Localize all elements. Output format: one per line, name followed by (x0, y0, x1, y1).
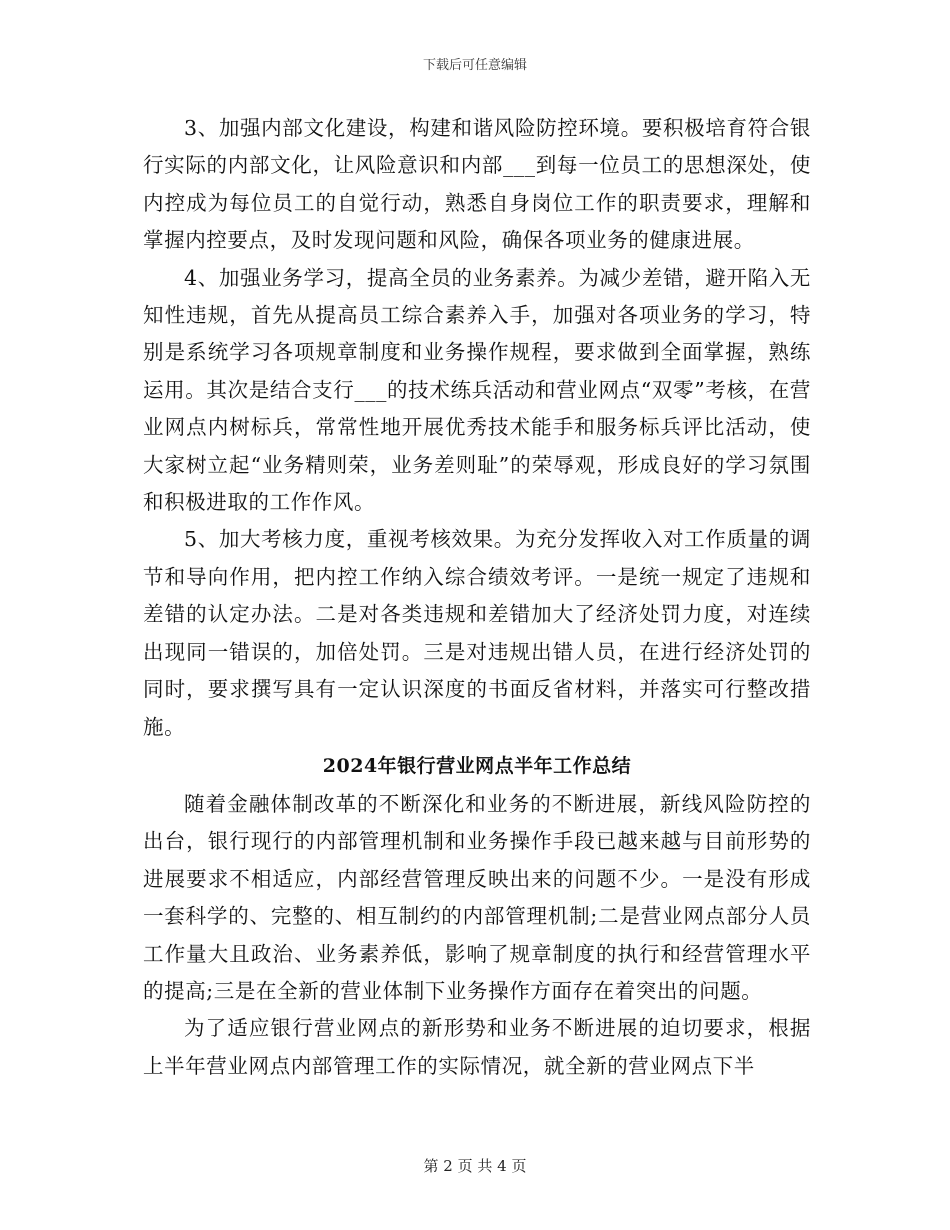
paragraph-item-4: 4、加强业务学习，提高全员的业务素养。为减少差错，避开陷入无知性违规，首先从提高员工综合素养入手，加强对各项业务的学习，特别是系统学习各项规章制度和业务操作规程，要求做到全面掌握，熟练运用。其次是结合支行___的技术练兵活动和营业网点“双零”考核，在营业网点内树标兵，常常性地开展优秀技术能手和服务标兵评比活动，使大家树立起“业务精则荣，业务差则耻”的荣辱观，形成良好的学习氛围和积极进取的工作作风。 (143, 265, 811, 515)
section-title: 2024年银行营业网点半年工作总结 (322, 754, 632, 777)
paragraph-intro: 随着金融体制改革的不断深化和业务的不断进展，新线风险防控的出台，银行现行的内部管理机制和业务操作手段已越来越与目前形势的进展要求不相适应，内部经营管理反映出来的问题不少。一是没有形成一套科学的、完整的、相互制约的内部管理机制;二是营业网点部分人员工作量大且政治、业务素养低，影响了规章制度的执行和经营管理水平的提高;三是在全新的营业体制下业务操作方面存在着突出的问题。 (143, 791, 811, 1003)
page-number: 第 2 页 共 4 页 (423, 1157, 527, 1175)
page-header-note: 下载后可任意编辑 (422, 58, 527, 73)
paragraph-item-3: 3、加强内部文化建设，构建和谐风险防控环境。要积极培育符合银行实际的内部文化，让风险意识和内部___到每一位员工的思想深处，使内控成为每位员工的自觉行动，熟悉自身岗位工作的职责要求，理解和掌握内控要点，及时发现问题和风险，确保各项业务的健康进展。 (143, 116, 811, 253)
paragraph-item-5: 5、加大考核力度，重视考核效果。为充分发挥收入对工作质量的调节和导向作用，把内控工作纳入综合绩效考评。一是统一规定了违规和差错的认定办法。二是对各类违规和差错加大了经济处罚力度，对连续出现同一错误的，加倍处罚。三是对违规出错人员，在进行经济处罚的同时，要求撰写具有一定认识深度的书面反省材料，并落实可行整改措施。 (143, 527, 811, 739)
paragraph-purpose: 为了适应银行营业网点的新形势和业务不断进展的迫切要求，根据上半年营业网点内部管理工作的实际情况，就全新的营业网点下半 (143, 1016, 811, 1078)
document-body (143, 110, 811, 1085)
